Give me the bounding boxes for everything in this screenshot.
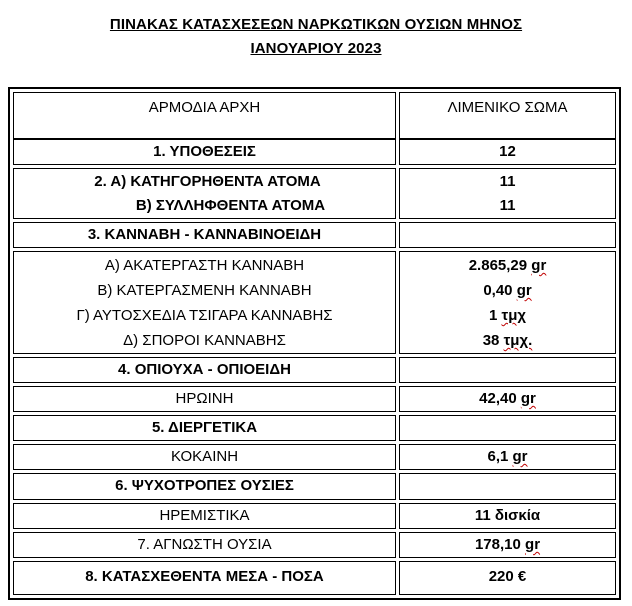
cases-value: 12 [499,143,516,160]
cannabis-item-label: Δ) ΣΠΟΡΟΙ ΚΑΝΝΑΒΗΣ [123,332,286,349]
cannabis-item-value: 38 τμχ. [482,332,533,349]
table-row-cocaine [13,444,616,470]
table-header-row [13,92,616,139]
heroin-value: 42,40 gr [479,390,536,407]
table-row-sedatives [13,503,616,529]
persons-a-value: 11 [499,173,516,190]
table-row-psychotropic [13,473,616,500]
cannabis-item-value: 1 τμχ [488,307,527,324]
table-row-cases [13,139,616,165]
table-row-heroin [13,386,616,412]
cocaine-label: ΚΟΚΑΙΝΗ [170,448,239,465]
persons-b-label: Β) ΣΥΛΛΗΦΘΕΝΤΑ ΑΤΟΜΑ [135,197,326,214]
table-row-unknown [13,532,616,558]
cases-label: 1. ΥΠΟΘΕΣΕΙΣ [153,143,256,160]
persons-b-value: 11 [499,197,516,214]
header-authority: ΑΡΜΟΔΙΑ ΑΡΧΗ [148,99,261,116]
unknown-value: 178,10 gr [474,536,541,553]
table-row-stimulants [13,415,616,441]
header-body-cell [399,92,616,139]
cannabis-item-label: Α) ΑΚΑΤΕΡΓΑΣΤΗ ΚΑΝΝΑΒΗ [104,257,305,274]
unknown-label: 7. ΑΓΝΩΣΤΗ ΟΥΣΙΑ [137,536,272,553]
cannabis-item-label: Γ) ΑΥΤΟΣΧΕΔΙΑ ΤΣΙΓΑΡΑ ΚΑΝΝΑΒΗΣ [76,307,333,324]
table-row-opioids [13,357,616,383]
stimulants-label: 5. ΔΙΕΡΓΕΤΙΚΑ [151,419,258,436]
table-row-cannabis [13,222,616,248]
psychotropic-label: 6. ΨΥΧΟΤΡΟΠΕΣ ΟΥΣΙΕΣ [115,477,294,494]
header-authority-cell [13,92,396,139]
header-body: ΛΙΜΕΝΙΚΟ ΣΩΜΑ [447,99,568,116]
document-title-line-1: ΠΙΝΑΚΑΣ ΚΑΤΑΣΧΕΣΕΩΝ ΝΑΡΚΩΤΙΚΩΝ ΟΥΣΙΩΝ ΜΗΝΟΣ [109,16,523,33]
sedatives-value: 11 δισκία [474,507,541,524]
document-title-line-2: ΙΑΝΟΥΑΡΙΟΥ 2023 [250,40,382,57]
seized-value: 220 € [488,568,527,585]
cannabis-item-value: 0,40 gr [483,282,532,299]
seized-label: 8. ΚΑΤΑΣΧΕΘΕΝΤΑ ΜΕΣΑ - ΠΟΣΑ [85,568,324,585]
sedatives-label: ΗΡΕΜΙΣΤΙΚΑ [159,507,250,524]
table-row-persons [13,168,616,219]
cannabis-item-label: Β) ΚΑΤΕΡΓΑΣΜΕΝΗ ΚΑΝΝΑΒΗ [97,282,312,299]
heroin-label: ΗΡΩΙΝΗ [175,390,234,407]
persons-prefix: 2. [94,173,111,190]
opioids-label: 4. ΟΠΙΟΥΧΑ - ΟΠΙΟΕΙΔΗ [118,361,291,378]
cannabis-label: 3. ΚΑΝΝΑΒΗ - ΚΑΝΝΑΒΙΝΟΕΙΔΗ [87,226,322,243]
cannabis-item-value: 2.865,29 gr [468,257,547,274]
table-row-cannabis-items [13,251,616,354]
seizures-table [8,87,621,600]
persons-a-label: Α) ΚΑΤΗΓΟΡΗΘΕΝΤΑ ΑΤΟΜΑ [110,173,321,190]
persons-a-line [14,173,395,190]
cocaine-value: 6,1 gr [487,448,528,465]
table-row-seized [13,561,616,595]
